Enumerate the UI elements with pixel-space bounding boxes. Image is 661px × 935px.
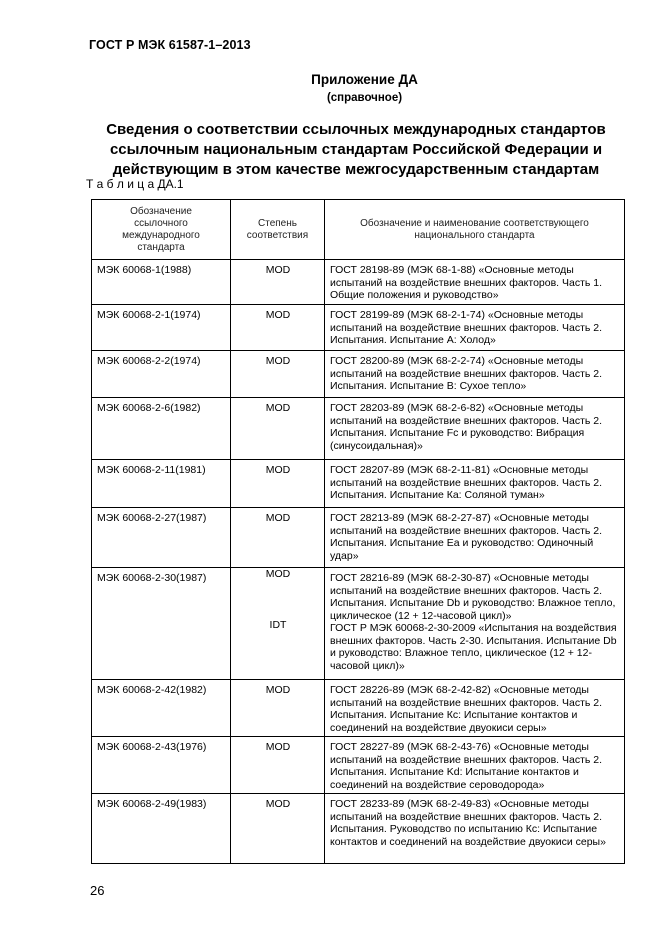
header-national-standard: Обозначение и наименование соответствующего национального стандарта [325, 200, 625, 260]
degree-cell: MOD [231, 260, 325, 305]
degree-cell: MOD [231, 794, 325, 864]
heading-line: ссылочным национальным стандартам Российской Федерации и [109, 141, 603, 158]
heading-line: действующим в этом качестве межгосударственным стандартам [112, 161, 600, 178]
national-cell: ГОСТ 28203-89 (МЭК 68-2-6-82) «Основные методы испытаний на воздействие внешних факторов. Часть 2. Испытания. Испытание Fc и руководство: Вибрация (синусоидальная)» [325, 398, 625, 460]
table-row [92, 568, 625, 680]
national-cell: ГОСТ 28213-89 (МЭК 68-2-27-87) «Основные методы испытаний на воздействие внешних факторов. Часть 2. Испытания. Испытание Еа и руководство: Одиночный удар» [325, 508, 625, 568]
national-cell: ГОСТ 28227-89 (МЭК 68-2-43-76) «Основные методы испытаний на воздействие внешних факторов. Часть 2. Испытания. Испытание Kd: Испытание контактов и соединений на воздействие сероводорода» [325, 737, 625, 794]
national-entry: ГОСТ Р МЭК 60068-2-30-2009 «Испытания на воздействия внешних факторов. Часть 2-30. Испытания. Испытание Db и руководство: Влажное тепло, циклическое (12 + 12-часовой цикл)» [330, 622, 617, 672]
appendix-subtitle: (справочное) [326, 92, 403, 104]
table-label: Т а б л и ц а ДА.1 [86, 177, 184, 191]
reference-cell: МЭК 60068-2-42(1982) [92, 680, 231, 737]
table-row [92, 398, 625, 460]
reference-cell: МЭК 60068-2-49(1983) [92, 794, 231, 864]
national-entry: ГОСТ 28216-89 (МЭК 68-2-30-87) «Основные методы испытаний на воздействие внешних факторов. Часть 2. Испытания. Испытание Db и руководство: Влажное тепло, циклическое (12 + 12-часовой цикл)» [330, 572, 616, 622]
national-cell: ГОСТ 28199-89 (МЭК 68-2-1-74) «Основные методы испытаний на воздействие внешних факторов. Часть 2. Испытания. Испытание А: Холод» [325, 305, 625, 351]
degree-cell: MOD [231, 398, 325, 460]
appendix-title: Приложение ДА [311, 72, 418, 87]
national-cell: ГОСТ 28200-89 (МЭК 68-2-2-74) «Основные методы испытаний на воздействие внешних факторов. Часть 2. Испытания. Испытание В: Сухое тепло» [325, 351, 625, 398]
degree-cell: MOD [231, 351, 325, 398]
main-heading [86, 120, 626, 180]
reference-cell: МЭК 60068-2-2(1974) [92, 351, 231, 398]
degree-cell: MOD [231, 305, 325, 351]
national-cell: ГОСТ 28233-89 (МЭК 68-2-49-83) «Основные методы испытаний на воздействие внешних факторов. Часть 2. Испытания. Руководство по испытанию Кс: Испытание контактов и соединений на воздействие двуокиси серы» [325, 794, 625, 864]
national-cell: ГОСТ 28226-89 (МЭК 68-2-42-82) «Основные методы испытаний на воздействие внешних факторов. Часть 2. Испытания. Испытание Кс: Испытание контактов и соединений на воздействие двуокиси серы» [325, 680, 625, 737]
header-degree: Степень соответствия [231, 200, 325, 260]
degree-cell [231, 568, 325, 680]
reference-cell: МЭК 60068-1(1988) [92, 260, 231, 305]
reference-cell: МЭК 60068-2-30(1987) [92, 568, 231, 680]
reference-cell: МЭК 60068-2-1(1974) [92, 305, 231, 351]
document-code: ГОСТ Р МЭК 61587-1–2013 [89, 38, 251, 52]
table-row [92, 305, 625, 351]
degree-value: IDT [269, 618, 287, 631]
national-cell: ГОСТ 28207-89 (МЭК 68-2-11-81) «Основные методы испытаний на воздействие внешних факторов. Часть 2. Испытания. Испытание Ка: Соляной туман» [325, 460, 625, 508]
reference-cell: МЭК 60068-2-27(1987) [92, 508, 231, 568]
table-row [92, 260, 625, 305]
table-header-row [92, 200, 625, 260]
table-row [92, 351, 625, 398]
national-cell [325, 568, 625, 680]
table-row [92, 460, 625, 508]
header-reference-standard: Обозначение ссылочного международного стандарта [92, 200, 231, 260]
degree-value: MOD [265, 568, 291, 580]
degree-cell: MOD [231, 508, 325, 568]
heading-line: Сведения о соответствии ссылочных международных стандартов [106, 121, 606, 138]
table-row [92, 680, 625, 737]
table-row [92, 508, 625, 568]
page-number: 26 [90, 883, 105, 898]
degree-cell: MOD [231, 460, 325, 508]
reference-cell: МЭК 60068-2-11(1981) [92, 460, 231, 508]
table-row [92, 794, 625, 864]
national-cell: ГОСТ 28198-89 (МЭК 68-1-88) «Основные методы испытаний на воздействие внешних факторов. Часть 1. Общие положения и руководство» [325, 260, 625, 305]
degree-cell: MOD [231, 680, 325, 737]
reference-cell: МЭК 60068-2-43(1976) [92, 737, 231, 794]
correspondence-table [91, 199, 625, 864]
table-row [92, 737, 625, 794]
reference-cell: МЭК 60068-2-6(1982) [92, 398, 231, 460]
degree-cell: MOD [231, 737, 325, 794]
